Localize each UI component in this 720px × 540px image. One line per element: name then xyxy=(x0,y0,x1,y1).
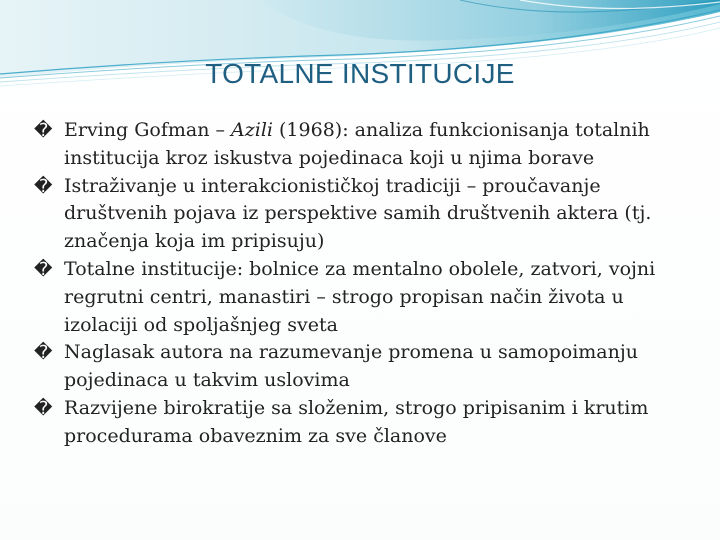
slide-title: TOTALNE INSTITUCIJE xyxy=(205,58,515,89)
bullet-text-part: (1968): analiza funkcionisanja totalnih institucija kroz iskustva pojedinaca koji u njima borave xyxy=(64,119,650,169)
bullet-text-part: Erving Gofman – xyxy=(64,119,232,141)
bullet-list xyxy=(34,117,674,451)
bullet-item xyxy=(34,395,674,451)
bullet-marker-icon xyxy=(34,395,64,423)
bullet-item xyxy=(34,173,674,256)
bullet-item xyxy=(34,339,674,395)
bullet-marker-icon xyxy=(34,256,64,284)
bullet-text: Naglasak autora na razumevanje promena u samopoimanju pojedinaca u takvim uslovima xyxy=(64,341,638,392)
bullet-marker-icon xyxy=(34,117,64,145)
bullet-marker-icon xyxy=(34,173,64,201)
bullet-item xyxy=(34,117,674,173)
bullet-item xyxy=(34,256,674,339)
bullet-text: Totalne institucije: bolnice za mentalno obolele, zatvori, vojni regrutni centri, manastiri – strogo propisan način života u izolaciji od spoljašnjeg sveta xyxy=(64,257,656,336)
bullet-text: Razvijene birokratije sa složenim, strogo pripisanim i krutim procedurama obaveznim za sve članove xyxy=(64,396,649,447)
bullet-text: Istraživanje u interakcionističkoj tradiciji – proučavanje društvenih pojava iz perspektive samih društvenih aktera (tj. značenja koja im pripisuju) xyxy=(64,174,652,253)
book-title-italic: Azili xyxy=(231,119,273,141)
bullet-marker-icon xyxy=(34,339,64,367)
